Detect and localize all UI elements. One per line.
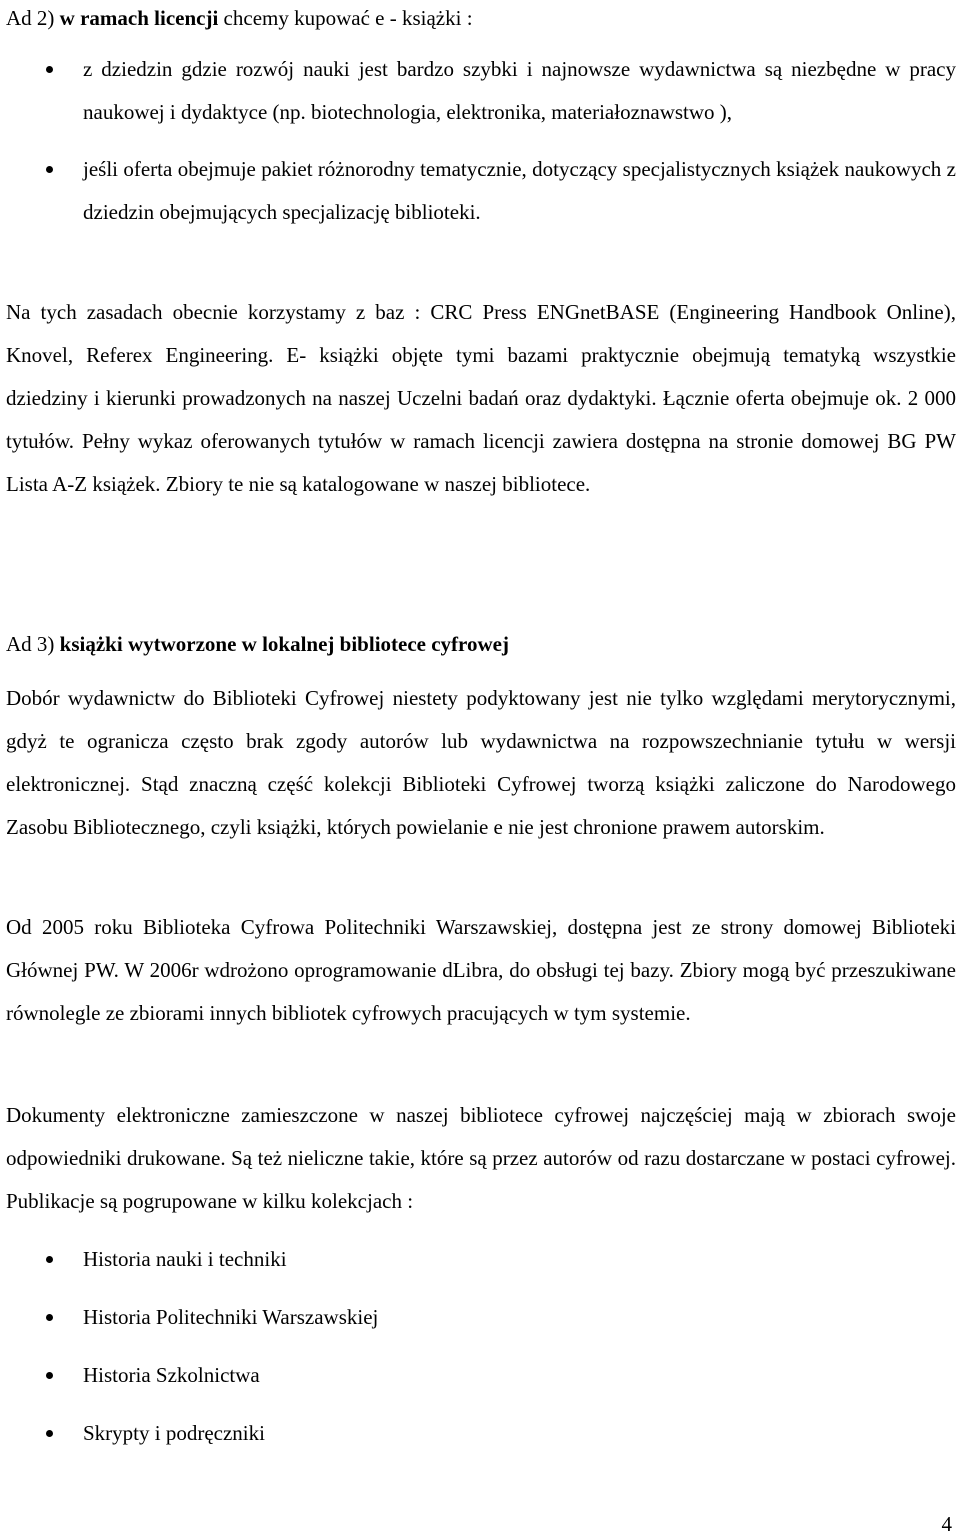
- list-item-text: jeśli oferta obejmuje pakiet różnorodny tematycznie, dotyczący specjalistycznych książek naukowych z dziedzin obejmujących specjalizację biblioteki.: [83, 157, 956, 224]
- bullet-dot-icon: [46, 1256, 53, 1263]
- list-item-text: z dziedzin gdzie rozwój nauki jest bardzo szybki i najnowsze wydawnictwa są niezbędne w pracy naukowej i dydaktyce (np. biotechnologia, elektronika, materiałoznawstwo ),: [83, 57, 956, 124]
- section-3-heading: [6, 631, 509, 657]
- section-2-heading-prefix: Ad 2): [6, 6, 55, 30]
- section-2-heading: [6, 5, 473, 31]
- collection-name: Historia Politechniki Warszawskiej: [83, 1305, 379, 1329]
- section-2-heading-rest: chcemy kupować e - książki :: [223, 6, 473, 30]
- collection-name: Historia nauki i techniki: [83, 1247, 287, 1271]
- page-number: 4: [941, 1512, 952, 1536]
- list-item: [6, 148, 956, 234]
- bullet-dot-icon: [46, 66, 53, 73]
- list-item: [6, 48, 956, 134]
- section-2-heading-bold: w ramach licencji: [59, 6, 219, 30]
- section-3-paragraph-2: Od 2005 roku Biblioteka Cyfrowa Politechniki Warszawskiej, dostępna jest ze strony domowej Biblioteki Głównej PW. W 2006r wdrożono oprogramowanie dLibra, do obsługi tej bazy. Zbiory mogą być przeszukiwane równolegle ze zbiorami innych bibliotek cyfrowych pracujących w tym systemie.: [6, 915, 956, 1025]
- bullet-dot-icon: [46, 1372, 53, 1379]
- section-3-heading-prefix: Ad 3): [6, 632, 55, 656]
- bullet-dot-icon: [46, 1430, 53, 1437]
- section-2-bullet-list: [6, 48, 956, 234]
- section-3-paragraph-3: Dokumenty elektroniczne zamieszczone w naszej bibliotece cyfrowej najczęściej mają w zbiorach swoje odpowiedniki drukowane. Są też nieliczne takie, które są przez autorów od razu dostarczane w postaci cyfrowej. Publikacje są pogrupowane w kilku kolekcjach :: [6, 1103, 956, 1213]
- list-item: [6, 1354, 956, 1397]
- bullet-dot-icon: [46, 1314, 53, 1321]
- collection-name: Skrypty i podręczniki: [83, 1421, 265, 1445]
- section-2-paragraph: Na tych zasadach obecnie korzystamy z baz : CRC Press ENGnetBASE (Engineering Handbook Online), Knovel, Referex Engineering. E- książki objęte tymi bazami praktycznie obejmują tematyką wszystkie dziedziny i kierunki prowadzonych na naszej Uczelni badań oraz dydaktyki. Łącznie oferta obejmuje ok. 2 000 tytułów. Pełny wykaz oferowanych tytułów w ramach licencji zawiera dostępna na stronie domowej BG PW Lista A-Z książek. Zbiory te nie są katalogowane w naszej bibliotece.: [6, 300, 956, 496]
- section-3-heading-bold: książki wytworzone w lokalnej bibliotece cyfrowej: [59, 632, 509, 656]
- collection-name: Historia Szkolnictwa: [83, 1363, 260, 1387]
- bullet-dot-icon: [46, 166, 53, 173]
- list-item: [6, 1238, 956, 1281]
- list-item: [6, 1412, 956, 1455]
- collections-list: [6, 1238, 956, 1455]
- section-3-paragraph-1: Dobór wydawnictw do Biblioteki Cyfrowej niestety podyktowany jest nie tylko względami merytorycznymi, gdyż te ogranicza często brak zgody autorów lub wydawnictwa na rozpowszechnianie tytułu w wersji elektronicznej. Stąd znaczną część kolekcji Biblioteki Cyfrowej tworzą książki zaliczone do Narodowego Zasobu Bibliotecznego, czyli książki, których powielanie e nie jest chronione prawem autorskim.: [6, 686, 956, 839]
- list-item: [6, 1296, 956, 1339]
